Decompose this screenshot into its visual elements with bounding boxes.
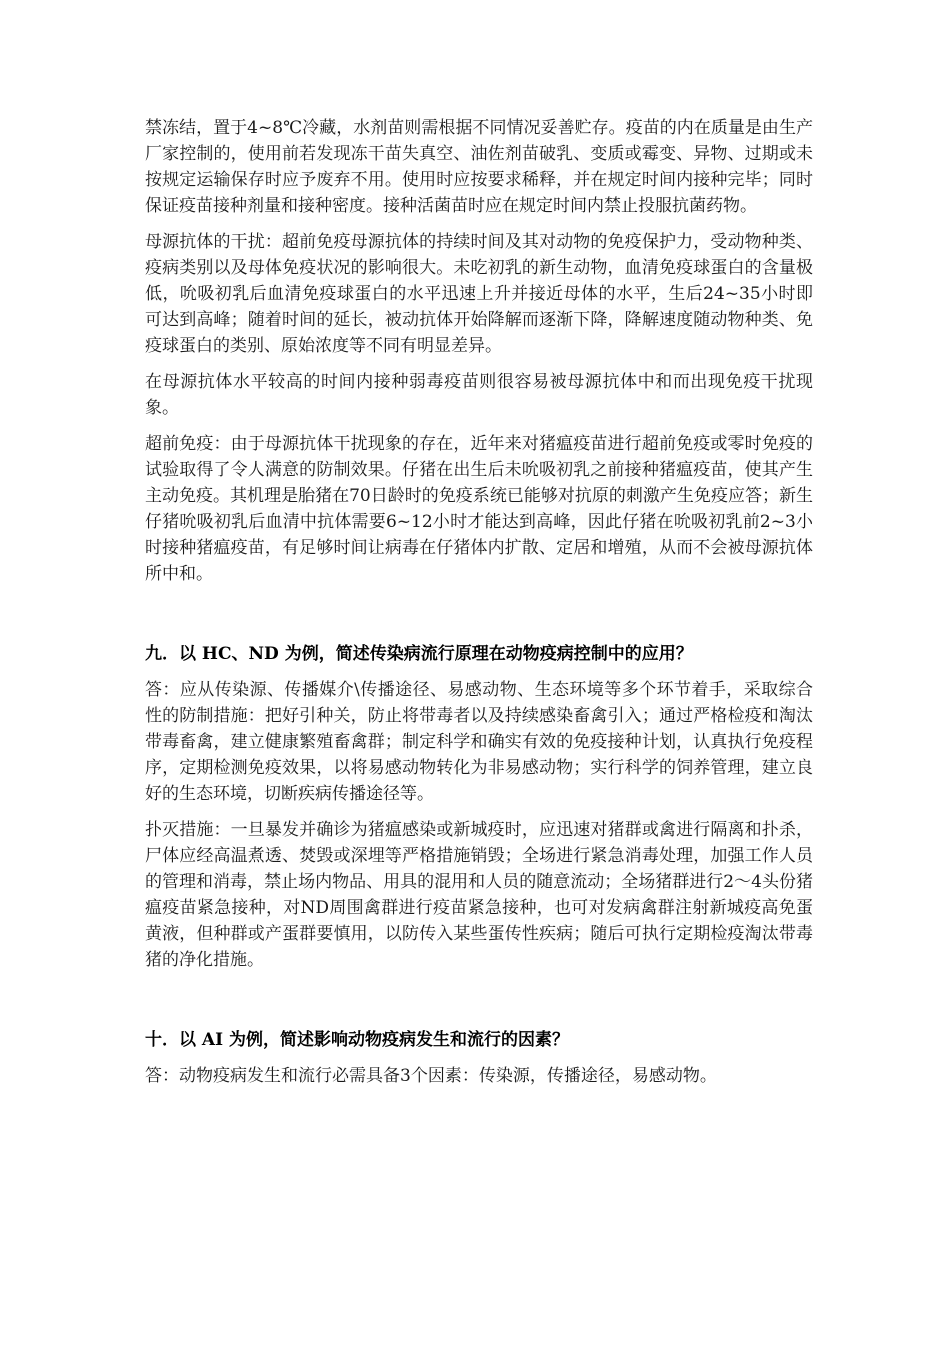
section-9-eradication-measures: 扑灭措施：一旦暴发并确诊为猪瘟感染或新城疫时，应迅速对猪群或禽进行隔离和扑杀，尸体应经高温煮透、焚毁或深埋等严格措施销毁；全场进行紧急消毒处理，加强工作人员的管理和消毒，禁止场内物品、用具的混用和人员的随意流动；全场猪群进行2～4头份猪瘟疫苗紧急接种，对ND周围禽群进行疫苗紧急接种，也可对发病禽群注射新城疫高免蛋黄液，但种群或产蛋群要慎用，以防传入某些蛋传性疾病；随后可执行定期检疫淘汰带毒猪的净化措施。 xyxy=(145,820,813,970)
document-page xyxy=(145,115,813,1099)
section-10-answer: 答：动物疫病发生和流行必需具备3个因素：传染源，传播途径，易感动物。 xyxy=(145,1066,717,1086)
section-9-answer: 答：应从传染源、传播媒介\传播途径、易感动物、生态环境等多个环节着手，采取综合性的防制措施：把好引种关，防止将带毒者以及持续感染畜禽引入；通过严格检疫和淘汰带毒畜禽，建立健康繁殖畜禽群；制定科学和确实有效的免疫接种计划，认真执行免疫程序，定期检测免疫效果，以将易感动物转化为非易感动物；实行科学的饲养管理，建立良好的生态环境，切断疾病传播途径等。 xyxy=(145,680,813,804)
section-10-heading: 十．以 AI 为例，简述影响动物疫病发生和流行的因素？ xyxy=(145,1030,569,1050)
paragraph-advance-immunization: 超前免疫：由于母源抗体干扰现象的存在，近年来对猪瘟疫苗进行超前免疫或零时免疫的试验取得了令人满意的防制效果。仔猪在出生后未吮吸初乳之前接种猪瘟疫苗，使其产生主动免疫。其机理是胎猪在70日龄时的免疫系统已能够对抗原的刺激产生免疫应答；新生仔猪吮吸初乳后血清中抗体需要6~12小时才能达到高峰，因此仔猪在吮吸初乳前2~3小时接种猪瘟疫苗，有足够时间让病毒在仔猪体内扩散、定居和增殖，从而不会被母源抗体所中和。 xyxy=(145,434,813,584)
paragraph-weak-vaccine-interference: 在母源抗体水平较高的时间内接种弱毒疫苗则很容易被母源抗体中和而出现免疫干扰现象。 xyxy=(145,372,813,418)
paragraph-vaccine-storage: 禁冻结，置于4~8℃冷藏，水剂苗则需根据不同情况妥善贮存。疫苗的内在质量是由生产厂家控制的，使用前若发现冻干苗失真空、油佐剂苗破乳、变质或霉变、异物、过期或未按规定运输保存时应予废弃不用。使用时应按要求稀释，并在规定时间内接种完毕；同时保证疫苗接种剂量和接种密度。接种活菌苗时应在规定时间内禁止投服抗菌药物。 xyxy=(145,118,813,216)
section-9-heading: 九．以 HC、ND 为例，简述传染病流行原理在动物疫病控制中的应用？ xyxy=(145,644,693,664)
paragraph-maternal-antibody-interference: 母源抗体的干扰：超前免疫母源抗体的持续时间及其对动物的免疫保护力，受动物种类、疫病类别以及母体免疫状况的影响很大。未吃初乳的新生动物，血清免疫球蛋白的含量极低，吮吸初乳后血清免疫球蛋白的水平迅速上升并接近母体的水平，生后24~35小时即可达到高峰；随着时间的延长，被动抗体开始降解而逐渐下降，降解速度随动物种类、免疫球蛋白的类别、原始浓度等不同有明显差异。 xyxy=(145,232,813,356)
